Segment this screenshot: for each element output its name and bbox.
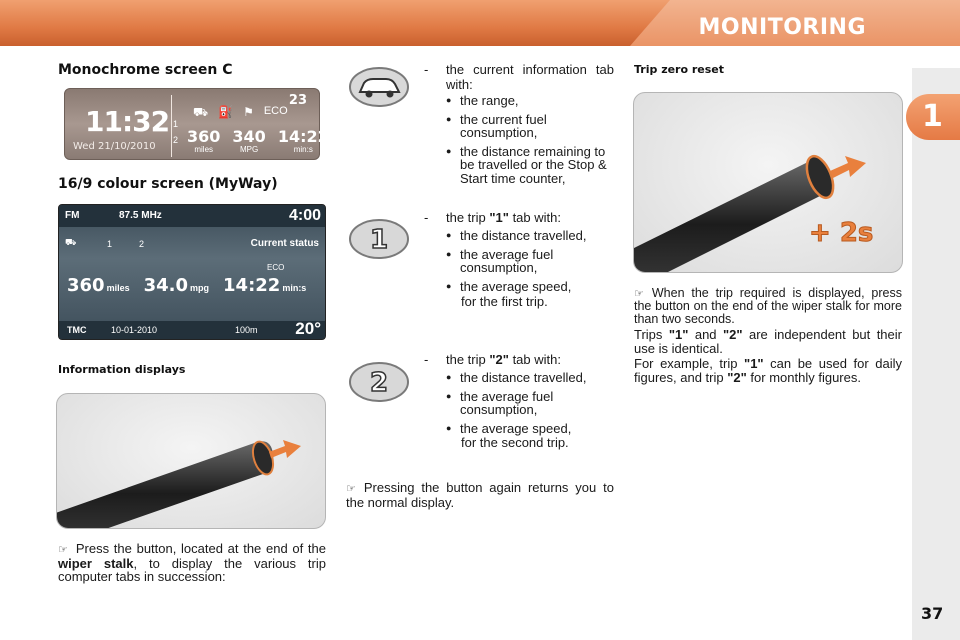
indep-trip2: "2" bbox=[722, 327, 743, 342]
list-item: ● the current fuel consumption, bbox=[446, 113, 614, 140]
badge-1-label: 1 bbox=[369, 225, 389, 255]
colour-timer-unit: min:s bbox=[282, 283, 307, 293]
indep-post: are independent but their use is identical. bbox=[634, 327, 902, 356]
mono-fuel-value: 340 bbox=[232, 127, 266, 146]
colour-fuel-unit: mpg bbox=[190, 283, 210, 293]
colour-bottom-bar bbox=[59, 321, 325, 339]
hand-pointer-icon: ☞ bbox=[346, 482, 356, 495]
mono-tab-1: 1 bbox=[173, 119, 179, 129]
colour-tab-2: 2 bbox=[139, 239, 145, 249]
colour-distance: 100m bbox=[235, 325, 258, 335]
right-margin-strip bbox=[912, 68, 960, 640]
current-tab-list bbox=[446, 94, 614, 190]
hold-text: When the trip required is displayed, press the button on the end of the wiper stalk for more than two seconds. bbox=[634, 286, 902, 326]
colour-frequency: 87.5 MHz bbox=[119, 210, 162, 221]
trip1-list bbox=[446, 229, 614, 298]
current-tab-intro: - the current information tab with: bbox=[424, 62, 614, 92]
trip1-pre: the trip bbox=[446, 210, 486, 225]
return-instruction bbox=[346, 481, 614, 509]
badge-2-icon bbox=[348, 361, 410, 403]
colour-date: 10-01-2010 bbox=[111, 325, 158, 335]
mono-range-value: 360 bbox=[187, 127, 221, 146]
indep-and: and bbox=[694, 327, 717, 342]
car-icon: ⛟ bbox=[65, 237, 77, 247]
list-item: ● the range, bbox=[446, 94, 614, 108]
mono-range-unit: miles bbox=[194, 145, 214, 154]
mono-fuel-unit: MPG bbox=[239, 145, 259, 154]
colour-screen-illustration bbox=[58, 204, 326, 340]
example-pre: For example, trip bbox=[634, 356, 738, 371]
mono-temp: 23 bbox=[288, 93, 307, 108]
mono-screen-illustration bbox=[64, 88, 329, 160]
trip2-post: tab with: bbox=[512, 352, 561, 367]
example-trip1: "1" bbox=[744, 356, 764, 371]
wiper-stalk-drawing bbox=[57, 394, 326, 529]
trip2-pre: the trip bbox=[446, 352, 486, 367]
mono-tabs bbox=[173, 107, 185, 145]
colour-clock: 4:00 bbox=[288, 207, 321, 224]
fuel-pump-icon: ⛽ bbox=[218, 105, 234, 119]
colour-screen-heading: 16/9 colour screen (MyWay) bbox=[58, 176, 278, 192]
trip-reset-heading: Trip zero reset bbox=[634, 63, 725, 76]
info-displays-heading: Information displays bbox=[58, 363, 186, 376]
wiper-stalk-illustration bbox=[56, 393, 326, 529]
mono-values bbox=[187, 129, 329, 155]
colour-fuel-value: 34.0 bbox=[143, 275, 189, 296]
colour-tab-bar bbox=[59, 235, 325, 253]
badge-1-icon bbox=[348, 218, 410, 260]
plus-two-seconds-label: + 2s bbox=[809, 218, 874, 248]
mono-eco: ECO bbox=[263, 105, 288, 117]
independent-trips-text bbox=[634, 328, 902, 355]
colour-eco: ECO bbox=[267, 263, 285, 272]
press-text-end: , to display the various trip computer tabs in succession: bbox=[58, 555, 326, 584]
mono-icon-row bbox=[193, 105, 288, 121]
hand-pointer-icon: ☞ bbox=[58, 543, 68, 556]
mono-screen-heading: Monochrome screen C bbox=[58, 62, 233, 78]
mono-timer-value: 14:22 bbox=[277, 127, 329, 146]
list-item: ● the average speed, bbox=[446, 280, 614, 294]
return-text: Pressing the button again returns you to the normal display. bbox=[346, 480, 614, 510]
mono-timer-unit: min:s bbox=[293, 145, 313, 154]
example-mid: can be used for daily figures, and trip bbox=[634, 356, 902, 385]
reset-stalk-drawing bbox=[634, 93, 903, 273]
list-item: ● the average fuel consumption, bbox=[446, 390, 614, 417]
colour-tab-1: 1 bbox=[107, 239, 113, 249]
list-item: ● the distance travelled, bbox=[446, 229, 614, 243]
colour-range-unit: miles bbox=[106, 283, 130, 293]
example-trip2: "2" bbox=[727, 369, 747, 385]
colour-top-bar bbox=[59, 205, 325, 227]
colour-tmc: TMC bbox=[67, 325, 87, 335]
colour-temp: 20° bbox=[295, 319, 321, 338]
list-item: ● the distance travelled, bbox=[446, 371, 614, 385]
flag-icon: ⚑ bbox=[243, 105, 254, 119]
mono-clock: 11:32 bbox=[85, 105, 170, 138]
chapter-number: 1 bbox=[922, 99, 943, 134]
car-icon: ⛟ bbox=[193, 105, 209, 119]
press-instruction bbox=[58, 542, 326, 584]
example-text bbox=[634, 357, 902, 384]
trip2-tail: for the second trip. bbox=[461, 435, 569, 450]
trip1-intro: - the trip "1" tab with: bbox=[424, 210, 561, 225]
trip1-label: "1" bbox=[489, 210, 509, 225]
hold-instruction bbox=[634, 287, 902, 326]
trip2-label: "2" bbox=[489, 352, 509, 367]
example-post: for monthly figures. bbox=[750, 369, 861, 385]
colour-values bbox=[67, 275, 306, 296]
indep-pre: Trips bbox=[634, 327, 663, 342]
colour-range-value: 360 bbox=[67, 275, 105, 296]
colour-fm-label: FM bbox=[65, 210, 80, 221]
car-icon bbox=[348, 66, 410, 108]
trip2-list bbox=[446, 371, 614, 440]
press-text-start: Press the button, located at the end of the bbox=[75, 541, 326, 556]
current-tab-text: the current information tab with: bbox=[446, 62, 614, 92]
mono-divider bbox=[171, 95, 172, 157]
mono-date: Wed 21/10/2010 bbox=[73, 141, 156, 152]
trip1-post: tab with: bbox=[512, 210, 561, 225]
trip1-tail: for the first trip. bbox=[461, 294, 548, 309]
indep-trip1: "1" bbox=[668, 327, 689, 342]
reset-stalk-illustration bbox=[633, 92, 903, 273]
page-number: 37 bbox=[921, 604, 944, 623]
list-item: ● the average speed, bbox=[446, 422, 614, 436]
mono-tab-2: 2 bbox=[173, 135, 179, 145]
badge-2-label: 2 bbox=[369, 368, 389, 398]
hand-pointer-icon: ☞ bbox=[634, 287, 644, 300]
colour-status-label: Current status bbox=[250, 238, 319, 249]
page-title: MONITORING bbox=[698, 15, 866, 40]
trip2-intro: - the trip "2" tab with: bbox=[424, 352, 561, 367]
colour-timer-value: 14:22 bbox=[223, 275, 281, 296]
wiper-stalk-term: wiper stalk bbox=[58, 555, 134, 571]
list-item: ● the distance remaining to be travelled or the Stop & Start time counter, bbox=[446, 145, 614, 186]
list-item: ● the average fuel consumption, bbox=[446, 248, 614, 275]
